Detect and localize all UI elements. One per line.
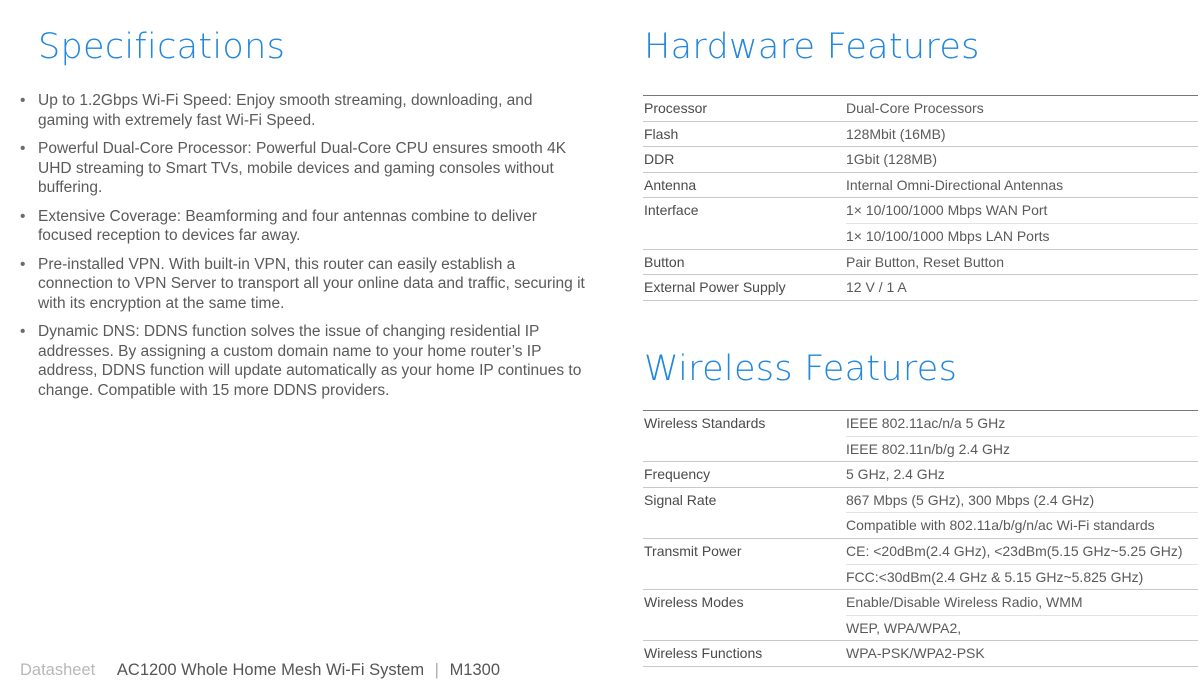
spec-bullet bbox=[20, 139, 585, 198]
bullet-icon: • bbox=[20, 323, 26, 340]
spec-bullet bbox=[20, 322, 585, 400]
row-label: Wireless Standards bbox=[644, 415, 766, 431]
row-value: Internal Omni-Directional Antennas bbox=[846, 176, 1064, 193]
spec-bullet-text: Up to 1.2Gbps Wi-Fi Speed: Enjoy smooth streaming, downloading, and gaming with extremely fast Wi-Fi Speed. bbox=[38, 92, 533, 129]
row-label: Button bbox=[644, 253, 685, 270]
row-value: 128Mbit (16MB) bbox=[846, 125, 946, 142]
hardware-features-title: Hardware Features bbox=[644, 27, 980, 67]
table-row bbox=[643, 173, 1198, 199]
row-value: Pair Button, Reset Button bbox=[846, 253, 1004, 270]
bullet-icon: • bbox=[20, 140, 26, 157]
row-value: Enable/Disable Wireless Radio, WMM bbox=[846, 594, 1083, 611]
table-row bbox=[643, 96, 1198, 122]
footer-model: M1300 bbox=[449, 661, 501, 679]
bullet-icon: • bbox=[20, 207, 26, 225]
row-label: DDR bbox=[644, 151, 675, 168]
bullet-icon: • bbox=[20, 255, 26, 273]
spec-bullet-text: Powerful Dual-Core Processor: Powerful Dual-Core CPU ensures smooth 4K UHD streaming to Smart TVs, mobile devices and gaming consoles without buffering. bbox=[38, 140, 567, 196]
footer-datasheet-label: Datasheet bbox=[20, 661, 96, 679]
table-row bbox=[643, 590, 1198, 641]
spec-bullet-text: Pre-installed VPN. With built-in VPN, this router can easily establish a connection to VPN Server to transport all your online data and traffic, securing it with its encryption at the same time. bbox=[38, 255, 585, 312]
row-label: Signal Rate bbox=[644, 491, 717, 508]
wireless-features-title: Wireless Features bbox=[644, 349, 958, 389]
table-row bbox=[643, 122, 1198, 148]
row-label: Wireless Functions bbox=[644, 645, 763, 662]
table-row bbox=[643, 539, 1198, 590]
row-label: Flash bbox=[644, 125, 679, 142]
table-row bbox=[643, 411, 1198, 462]
bullet-icon: • bbox=[20, 92, 26, 109]
table-row bbox=[643, 641, 1198, 667]
spec-bullet-text: Dynamic DNS: DDNS function solves the issue of changing residential IP addresses. By assigning a custom domain name to your home router’s IP address, DDNS function will update automatically as your home IP continues to change. Compatible with 15 more DDNS providers. bbox=[38, 323, 582, 399]
row-values bbox=[846, 590, 1198, 640]
row-value: 1× 10/100/1000 Mbps LAN Ports bbox=[846, 223, 1198, 249]
row-value: 5 GHz, 2.4 GHz bbox=[846, 466, 945, 483]
specifications-list bbox=[20, 91, 585, 409]
table-row bbox=[643, 250, 1198, 276]
row-value: FCC:<30dBm(2.4 GHz & 5.15 GHz~5.825 GHz) bbox=[846, 564, 1198, 590]
hardware-features-table bbox=[643, 95, 1198, 301]
row-values bbox=[846, 411, 1198, 461]
row-label: Processor bbox=[644, 100, 708, 116]
row-value: Compatible with 802.11a/b/g/n/ac Wi-Fi standards bbox=[846, 512, 1198, 538]
table-row bbox=[643, 198, 1198, 249]
row-label: Wireless Modes bbox=[644, 594, 744, 611]
row-values bbox=[846, 488, 1198, 538]
row-values bbox=[846, 539, 1198, 589]
spec-bullet bbox=[20, 255, 585, 314]
row-label: External Power Supply bbox=[644, 279, 786, 296]
footer-product-name: AC1200 Whole Home Mesh Wi-Fi System bbox=[116, 661, 425, 679]
row-values bbox=[846, 147, 1198, 172]
row-values bbox=[846, 250, 1198, 275]
table-row bbox=[643, 462, 1198, 488]
row-value: WEP, WPA/WPA2, bbox=[846, 615, 1198, 641]
spec-bullet-text: Extensive Coverage: Beamforming and four antennas combine to deliver focused reception to devices far away. bbox=[38, 207, 537, 244]
footer-separator: | bbox=[434, 661, 439, 679]
row-value: 1× 10/100/1000 Mbps WAN Port bbox=[846, 202, 1048, 219]
row-label: Frequency bbox=[644, 466, 711, 483]
row-value: IEEE 802.11ac/n/a 5 GHz bbox=[846, 415, 1006, 431]
row-label: Antenna bbox=[644, 176, 697, 193]
row-value: Dual-Core Processors bbox=[846, 100, 984, 116]
row-values bbox=[846, 462, 1198, 487]
table-row bbox=[643, 275, 1198, 301]
row-label: Interface bbox=[644, 202, 699, 219]
row-value: 1Gbit (128MB) bbox=[846, 151, 938, 168]
row-value: IEEE 802.11n/b/g 2.4 GHz bbox=[846, 436, 1198, 462]
row-values bbox=[846, 122, 1198, 147]
row-values bbox=[846, 275, 1198, 300]
table-row bbox=[643, 147, 1198, 173]
spec-bullet bbox=[20, 207, 585, 246]
row-values bbox=[846, 173, 1198, 198]
row-values bbox=[846, 641, 1198, 666]
row-value: CE: <20dBm(2.4 GHz), <23dBm(5.15 GHz~5.25 GHz) bbox=[846, 542, 1183, 559]
row-values bbox=[846, 96, 1198, 121]
row-value: WPA-PSK/WPA2-PSK bbox=[846, 645, 985, 662]
row-value: 867 Mbps (5 GHz), 300 Mbps (2.4 GHz) bbox=[846, 491, 1095, 508]
row-values bbox=[846, 198, 1198, 248]
table-row bbox=[643, 488, 1198, 539]
footer bbox=[20, 661, 500, 680]
row-value: 12 V / 1 A bbox=[846, 279, 907, 296]
specifications-title: Specifications bbox=[38, 27, 286, 67]
spec-bullet bbox=[20, 91, 585, 130]
row-label: Transmit Power bbox=[644, 542, 742, 559]
wireless-features-table bbox=[643, 410, 1198, 667]
